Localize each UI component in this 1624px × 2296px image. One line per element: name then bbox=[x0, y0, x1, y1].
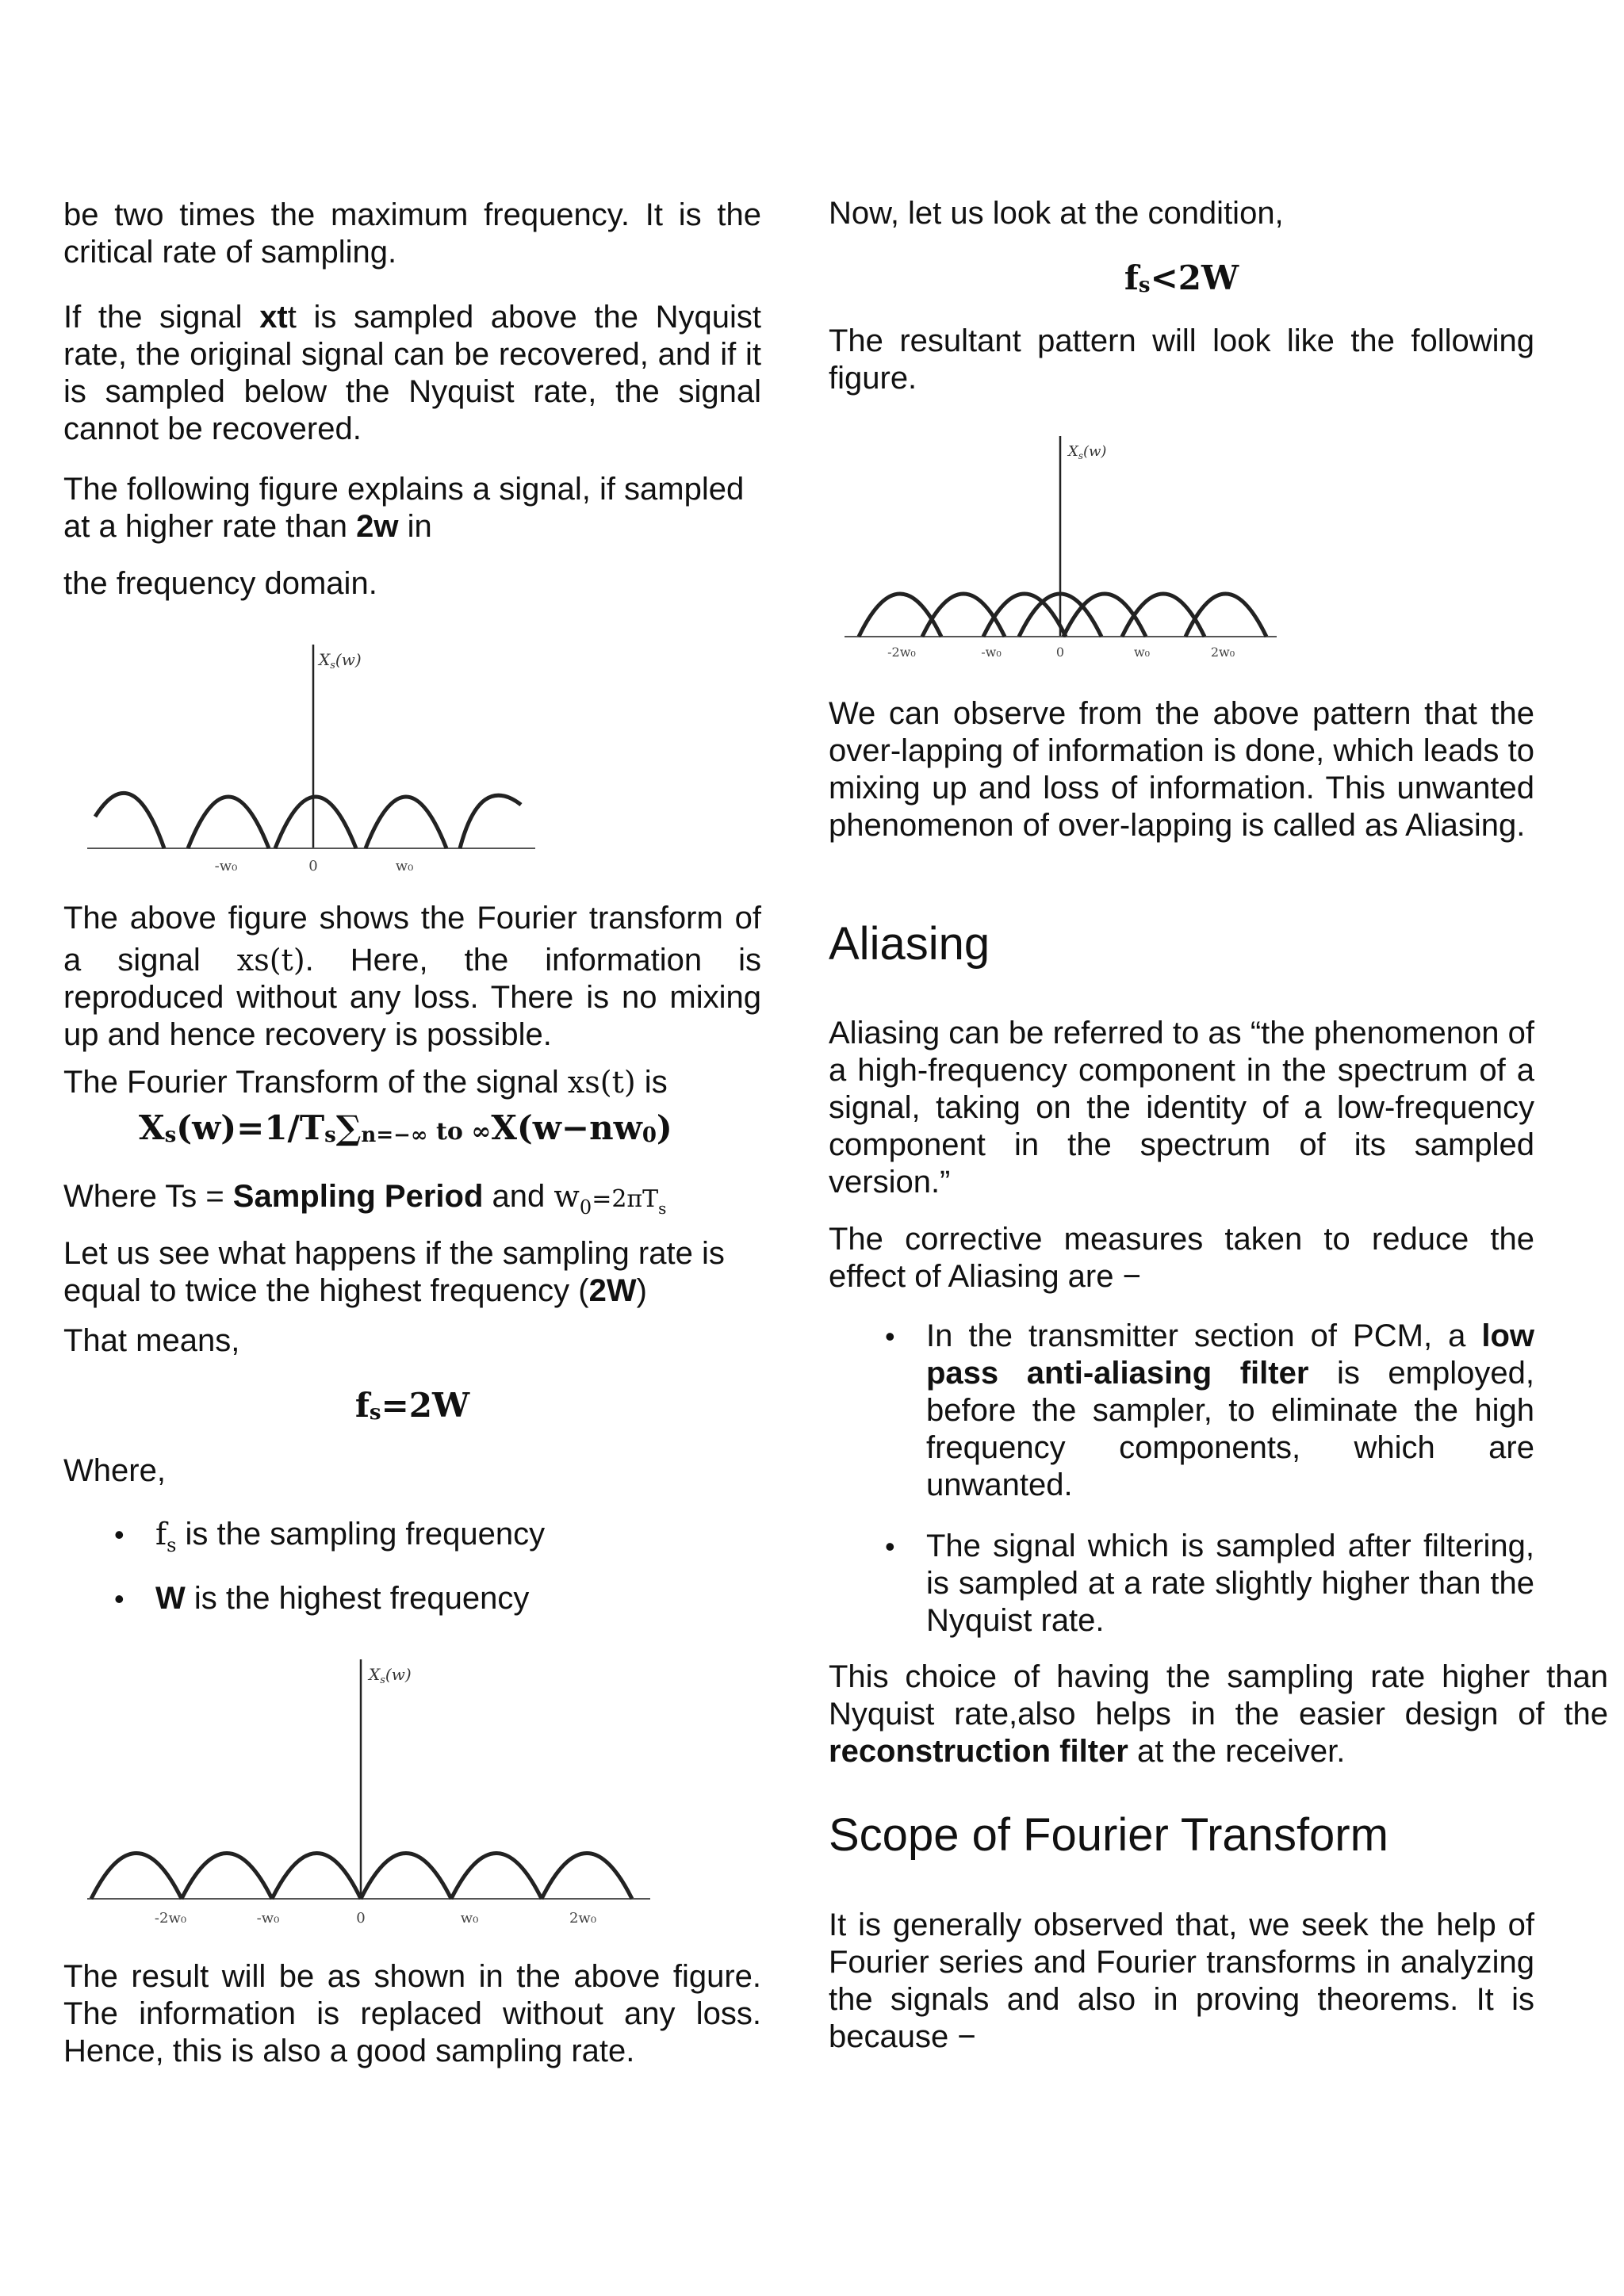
spectrum-lobe bbox=[182, 1854, 272, 1900]
fourier-transform-formula: $X_s(w)=1/T_s\sum_{n=-\infty}$ to $\infty X(w-nw_0)$ bbox=[139, 1108, 672, 1147]
corrective-measures-list bbox=[829, 1318, 1534, 1640]
paragraph-twice-highest-frequency: Let us see what happens if the sampling rate is equal to twice the highest frequency (2W) bbox=[63, 1236, 725, 1308]
spectrum-lobe bbox=[361, 1854, 451, 1900]
list-item: • In the transmitter section of PCM, a low pass anti-aliasing filter is employed, before the sampler, to eliminate the high frequency components, which are unwanted. bbox=[885, 1318, 1534, 1502]
paragraph-frequency-domain: the frequency domain. bbox=[63, 566, 377, 601]
spectrum-lobe-partial-left bbox=[95, 793, 164, 848]
paragraph-figure-explanation: a signal xs(t). Here, the information is reproduced without any loss. There is no mixing up and hence recovery is possible. bbox=[63, 943, 762, 1052]
equation-fs-equals-2w: $f_s=2W$ bbox=[354, 1386, 470, 1425]
bullet-icon: • bbox=[114, 1518, 124, 1551]
spectrum-lobe-center bbox=[275, 797, 356, 848]
paragraph-good-sampling-rate: The result will be as shown in the above figure. The information is replaced without any loss. Hence, this is also a good sampling rate. bbox=[63, 1959, 761, 2068]
tick-label: w₀ bbox=[395, 858, 414, 874]
paragraph-overlapping: We can observe from the above pattern that the over-lapping of information is done, which leads to mixing up and loss of information. This unwanted phenomenon of over-lapping is called as Aliasing. bbox=[829, 696, 1534, 843]
tick-label: 0 bbox=[1055, 645, 1065, 660]
tick-label: 2w₀ bbox=[569, 1910, 597, 1927]
tick-label: 2w₀ bbox=[1210, 645, 1235, 660]
y-axis-label: $X_s(w)$ bbox=[1068, 443, 1107, 461]
spectrum-figure-nyquist bbox=[63, 1653, 761, 1931]
spectrum-lobe bbox=[188, 797, 269, 848]
tick-label: -2w₀ bbox=[887, 645, 916, 660]
spectrum-lobe bbox=[1122, 594, 1205, 637]
tick-label: -2w₀ bbox=[154, 1910, 187, 1927]
paragraph-resultant-pattern: The resultant pattern will look like the following figure. bbox=[829, 323, 1534, 396]
tick-label: -w₀ bbox=[256, 1910, 280, 1927]
tick-label: -w₀ bbox=[981, 645, 1002, 660]
paragraph-fourier-transform-intro: The Fourier Transform of the signal xs(t) is bbox=[63, 1065, 668, 1100]
heading-scope-of-fourier-transform: Scope of Fourier Transform bbox=[829, 1809, 1388, 1861]
tick-label: w₀ bbox=[460, 1910, 479, 1927]
spectrum-lobe bbox=[91, 1854, 182, 1900]
paragraph-where: Where, bbox=[63, 1453, 166, 1488]
paragraph-critical-rate: be two times the maximum frequency. It is the critical rate of sampling. bbox=[63, 197, 761, 270]
paragraph-figure-explanation-line1: The above figure shows the Fourier transform of bbox=[63, 901, 761, 936]
tick-label: -w₀ bbox=[214, 858, 238, 874]
paragraph-reconstruction-filter: This choice of having the sampling rate higher than Nyquist rate,also helps in the easier design of the reconstruction filter at the receiver. bbox=[829, 1659, 1608, 1769]
tick-label: 0 bbox=[308, 858, 318, 874]
paragraph-aliasing-definition: Aliasing can be referred to as “the phenomenon of a high-frequency component in the spectrum of a signal, taking on the identity of a low-frequency component in the spectrum of its sampled version.” bbox=[829, 1016, 1534, 1200]
bullet-icon: • bbox=[114, 1582, 124, 1615]
paragraph-condition: Now, let us look at the condition, bbox=[829, 196, 1284, 231]
y-axis-label: $X_s(w)$ bbox=[369, 1665, 412, 1686]
spectrum-lobe bbox=[272, 1854, 361, 1900]
list-item: • The signal which is sampled after filtering, is sampled at a rate slightly higher than the Nyquist rate. bbox=[885, 1529, 1534, 1638]
tick-label: w₀ bbox=[1133, 645, 1151, 660]
spectrum-lobe bbox=[451, 1854, 542, 1900]
bullet-icon: • bbox=[885, 1320, 895, 1353]
heading-aliasing: Aliasing bbox=[829, 918, 990, 970]
spectrum-lobe bbox=[859, 594, 941, 637]
spectrum-lobe bbox=[366, 797, 446, 848]
equation-fs-less-than-2w: $f_s<2W$ bbox=[1124, 258, 1239, 297]
paragraph-nyquist-recovery: If the signal xtt is sampled above the Nyquist rate, the original signal can be recovered, and if it is sampled below the Nyquist rate, the signal cannot be recovered. bbox=[63, 300, 761, 446]
y-axis-label: $X_s(w)$ bbox=[319, 650, 362, 672]
paragraph-sampling-period: Where Ts = Sampling Period and $w_0=2\pi T_s$ bbox=[63, 1179, 667, 1219]
spectrum-lobe bbox=[1185, 594, 1266, 637]
spectrum-figure-aliasing bbox=[829, 432, 1534, 670]
definition-list bbox=[63, 1516, 761, 1617]
spectrum-lobe bbox=[542, 1854, 632, 1900]
bullet-icon: • bbox=[885, 1530, 895, 1563]
paragraph-scope: It is generally observed that, we seek the help of Fourier series and Fourier transforms in analyzing the signals and also in proving theorems. It is because − bbox=[829, 1908, 1534, 2054]
list-item: • W is the highest frequency bbox=[114, 1581, 530, 1616]
list-item: • $f_s$ is the sampling frequency bbox=[114, 1517, 546, 1556]
spectrum-lobe-partial-right bbox=[460, 795, 521, 848]
paragraph-that-means: That means, bbox=[63, 1323, 240, 1358]
spectrum-lobe bbox=[983, 594, 1066, 637]
spectrum-figure-oversampled bbox=[63, 638, 761, 884]
paragraph-corrective-measures: The corrective measures taken to reduce the effect of Aliasing are − bbox=[829, 1222, 1534, 1294]
tick-label: 0 bbox=[356, 1910, 366, 1927]
paragraph-following-figure: The following figure explains a signal, if sampled at a higher rate than 2w in bbox=[63, 472, 745, 544]
spectrum-lobe bbox=[922, 594, 1005, 637]
